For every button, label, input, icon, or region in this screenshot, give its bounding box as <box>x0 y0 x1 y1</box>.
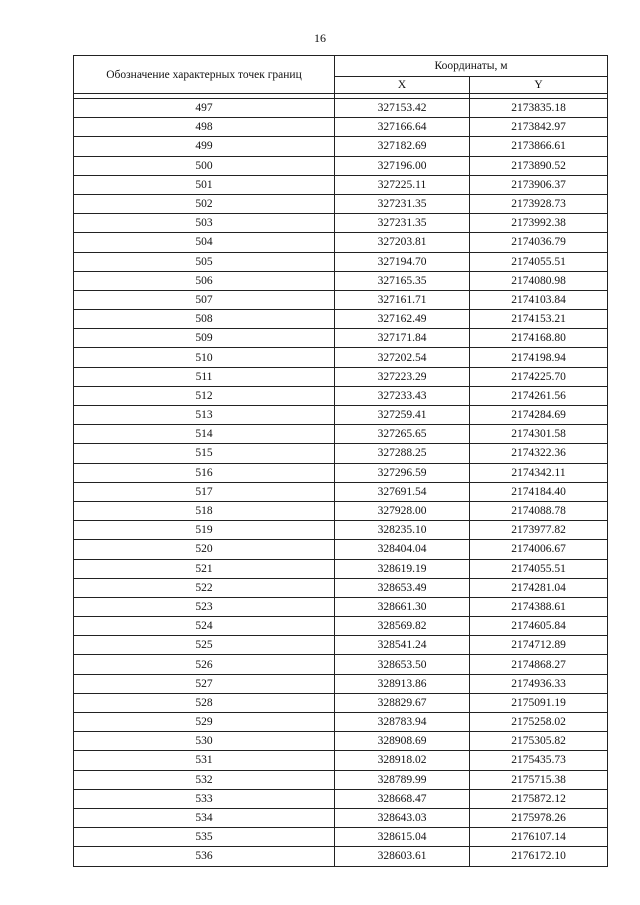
x-coordinate-cell: 327166.64 <box>335 118 470 137</box>
table-row <box>74 732 608 751</box>
point-cell: 522 <box>74 578 335 597</box>
x-coordinate-cell: 327928.00 <box>335 501 470 520</box>
page-number: 16 <box>314 31 326 45</box>
table-row <box>74 406 608 425</box>
y-coordinate-cell: 2173835.18 <box>470 99 608 118</box>
x-coordinate-cell: 327233.43 <box>335 386 470 405</box>
table-row <box>74 194 608 213</box>
table-row <box>74 99 608 118</box>
x-coordinate-cell: 327296.59 <box>335 463 470 482</box>
y-coordinate-cell: 2173842.97 <box>470 118 608 137</box>
table-row <box>74 578 608 597</box>
point-cell: 529 <box>74 713 335 732</box>
point-cell: 507 <box>74 290 335 309</box>
x-coordinate-cell: 327182.69 <box>335 137 470 156</box>
point-cell: 503 <box>74 214 335 233</box>
point-cell: 517 <box>74 482 335 501</box>
table-row <box>74 444 608 463</box>
y-coordinate-cell: 2174198.94 <box>470 348 608 367</box>
point-cell: 504 <box>74 233 335 252</box>
y-coordinate-cell: 2174322.36 <box>470 444 608 463</box>
point-cell: 515 <box>74 444 335 463</box>
point-cell: 505 <box>74 252 335 271</box>
x-coordinate-cell: 327288.25 <box>335 444 470 463</box>
point-cell: 502 <box>74 194 335 213</box>
point-cell: 530 <box>74 732 335 751</box>
point-cell: 509 <box>74 329 335 348</box>
point-cell: 534 <box>74 808 335 827</box>
x-coordinate-cell: 328829.67 <box>335 693 470 712</box>
y-coordinate-cell: 2174261.56 <box>470 386 608 405</box>
x-coordinate-cell: 328653.49 <box>335 578 470 597</box>
x-coordinate-cell: 328783.94 <box>335 713 470 732</box>
table-row <box>74 751 608 770</box>
point-cell: 498 <box>74 118 335 137</box>
x-coordinate-cell: 328918.02 <box>335 751 470 770</box>
y-coordinate-cell: 2174153.21 <box>470 310 608 329</box>
table-row <box>74 118 608 137</box>
table-row <box>74 808 608 827</box>
x-coordinate-cell: 327231.35 <box>335 194 470 213</box>
table-row <box>74 617 608 636</box>
table-row <box>74 770 608 789</box>
y-coordinate-cell: 2174080.98 <box>470 271 608 290</box>
y-coordinate-cell: 2174006.67 <box>470 540 608 559</box>
y-coordinate-cell: 2173866.61 <box>470 137 608 156</box>
y-coordinate-cell: 2174184.40 <box>470 482 608 501</box>
x-coordinate-cell: 328661.30 <box>335 597 470 616</box>
point-cell: 513 <box>74 406 335 425</box>
y-coordinate-cell: 2176107.14 <box>470 828 608 847</box>
y-coordinate-cell: 2174103.84 <box>470 290 608 309</box>
point-cell: 510 <box>74 348 335 367</box>
y-coordinate-cell: 2174605.84 <box>470 617 608 636</box>
point-column-header: Обозначение характерных точек границ <box>74 56 335 94</box>
y-coordinate-cell: 2173928.73 <box>470 194 608 213</box>
table-row <box>74 329 608 348</box>
x-coordinate-cell: 327259.41 <box>335 406 470 425</box>
table-row <box>74 367 608 386</box>
table-row <box>74 655 608 674</box>
point-cell: 511 <box>74 367 335 386</box>
y-coordinate-cell: 2174301.58 <box>470 425 608 444</box>
y-coordinate-cell: 2173992.38 <box>470 214 608 233</box>
point-cell: 525 <box>74 636 335 655</box>
point-cell: 500 <box>74 156 335 175</box>
table-row <box>74 290 608 309</box>
point-cell: 532 <box>74 770 335 789</box>
x-coordinate-cell: 328653.50 <box>335 655 470 674</box>
table-row <box>74 674 608 693</box>
x-coordinate-cell: 327691.54 <box>335 482 470 501</box>
x-coordinate-cell: 328789.99 <box>335 770 470 789</box>
point-cell: 533 <box>74 789 335 808</box>
table-row <box>74 348 608 367</box>
x-coordinate-cell: 327223.29 <box>335 367 470 386</box>
y-coordinate-cell: 2175872.12 <box>470 789 608 808</box>
point-cell: 506 <box>74 271 335 290</box>
y-coordinate-cell: 2174284.69 <box>470 406 608 425</box>
table-row <box>74 540 608 559</box>
x-coordinate-cell: 328569.82 <box>335 617 470 636</box>
y-column-header: Y <box>470 77 608 94</box>
table-row <box>74 463 608 482</box>
y-coordinate-cell: 2175305.82 <box>470 732 608 751</box>
table-row <box>74 828 608 847</box>
y-coordinate-cell: 2174868.27 <box>470 655 608 674</box>
y-coordinate-cell: 2173906.37 <box>470 175 608 194</box>
x-coordinate-cell: 327203.81 <box>335 233 470 252</box>
table-row <box>74 233 608 252</box>
x-coordinate-cell: 327265.65 <box>335 425 470 444</box>
point-cell: 531 <box>74 751 335 770</box>
table-row <box>74 310 608 329</box>
point-cell: 514 <box>74 425 335 444</box>
y-coordinate-cell: 2174388.61 <box>470 597 608 616</box>
y-coordinate-cell: 2175091.19 <box>470 693 608 712</box>
point-cell: 521 <box>74 559 335 578</box>
table-row <box>74 271 608 290</box>
y-coordinate-cell: 2173890.52 <box>470 156 608 175</box>
y-coordinate-cell: 2174712.89 <box>470 636 608 655</box>
y-coordinate-cell: 2174088.78 <box>470 501 608 520</box>
point-cell: 524 <box>74 617 335 636</box>
x-coordinate-cell: 327161.71 <box>335 290 470 309</box>
x-coordinate-cell: 327225.11 <box>335 175 470 194</box>
table-row <box>74 156 608 175</box>
y-coordinate-cell: 2174936.33 <box>470 674 608 693</box>
x-coordinate-cell: 328603.61 <box>335 847 470 866</box>
point-cell: 501 <box>74 175 335 194</box>
point-cell: 512 <box>74 386 335 405</box>
x-coordinate-cell: 328668.47 <box>335 789 470 808</box>
table-row <box>74 501 608 520</box>
table-row <box>74 137 608 156</box>
x-column-header: X <box>335 77 470 94</box>
x-coordinate-cell: 327196.00 <box>335 156 470 175</box>
x-coordinate-cell: 327162.49 <box>335 310 470 329</box>
point-cell: 519 <box>74 521 335 540</box>
table-row <box>74 252 608 271</box>
y-coordinate-cell: 2174055.51 <box>470 252 608 271</box>
table-row <box>74 597 608 616</box>
point-cell: 527 <box>74 674 335 693</box>
table-row <box>74 636 608 655</box>
table-row <box>74 559 608 578</box>
x-coordinate-cell: 328404.04 <box>335 540 470 559</box>
y-coordinate-cell: 2174342.11 <box>470 463 608 482</box>
point-cell: 508 <box>74 310 335 329</box>
y-coordinate-cell: 2175435.73 <box>470 751 608 770</box>
table-row <box>74 521 608 540</box>
table-row <box>74 386 608 405</box>
x-coordinate-cell: 327165.35 <box>335 271 470 290</box>
table-row <box>74 847 608 866</box>
table-header <box>74 56 608 99</box>
x-coordinate-cell: 328643.03 <box>335 808 470 827</box>
table-row <box>74 214 608 233</box>
point-cell: 520 <box>74 540 335 559</box>
table-body <box>74 99 608 867</box>
point-cell: 535 <box>74 828 335 847</box>
x-coordinate-cell: 327171.84 <box>335 329 470 348</box>
point-cell: 516 <box>74 463 335 482</box>
table-row <box>74 425 608 444</box>
x-coordinate-cell: 328619.19 <box>335 559 470 578</box>
x-coordinate-cell: 328913.86 <box>335 674 470 693</box>
y-coordinate-cell: 2175258.02 <box>470 713 608 732</box>
y-coordinate-cell: 2174168.80 <box>470 329 608 348</box>
x-coordinate-cell: 327202.54 <box>335 348 470 367</box>
x-coordinate-cell: 328235.10 <box>335 521 470 540</box>
x-coordinate-cell: 327153.42 <box>335 99 470 118</box>
x-coordinate-cell: 328541.24 <box>335 636 470 655</box>
point-cell: 499 <box>74 137 335 156</box>
y-coordinate-cell: 2174036.79 <box>470 233 608 252</box>
x-coordinate-cell: 327194.70 <box>335 252 470 271</box>
table-row <box>74 693 608 712</box>
y-coordinate-cell: 2174055.51 <box>470 559 608 578</box>
x-coordinate-cell: 328908.69 <box>335 732 470 751</box>
y-coordinate-cell: 2173977.82 <box>470 521 608 540</box>
coordinates-table <box>73 55 608 867</box>
y-coordinate-cell: 2175715.38 <box>470 770 608 789</box>
table-row <box>74 482 608 501</box>
point-cell: 523 <box>74 597 335 616</box>
coordinates-column-header: Координаты, м <box>335 56 608 77</box>
table-row <box>74 175 608 194</box>
point-cell: 518 <box>74 501 335 520</box>
x-coordinate-cell: 327231.35 <box>335 214 470 233</box>
y-coordinate-cell: 2174281.04 <box>470 578 608 597</box>
point-cell: 526 <box>74 655 335 674</box>
y-coordinate-cell: 2176172.10 <box>470 847 608 866</box>
point-cell: 497 <box>74 99 335 118</box>
point-cell: 536 <box>74 847 335 866</box>
table-row <box>74 789 608 808</box>
point-cell: 528 <box>74 693 335 712</box>
table-row <box>74 713 608 732</box>
y-coordinate-cell: 2174225.70 <box>470 367 608 386</box>
y-coordinate-cell: 2175978.26 <box>470 808 608 827</box>
x-coordinate-cell: 328615.04 <box>335 828 470 847</box>
